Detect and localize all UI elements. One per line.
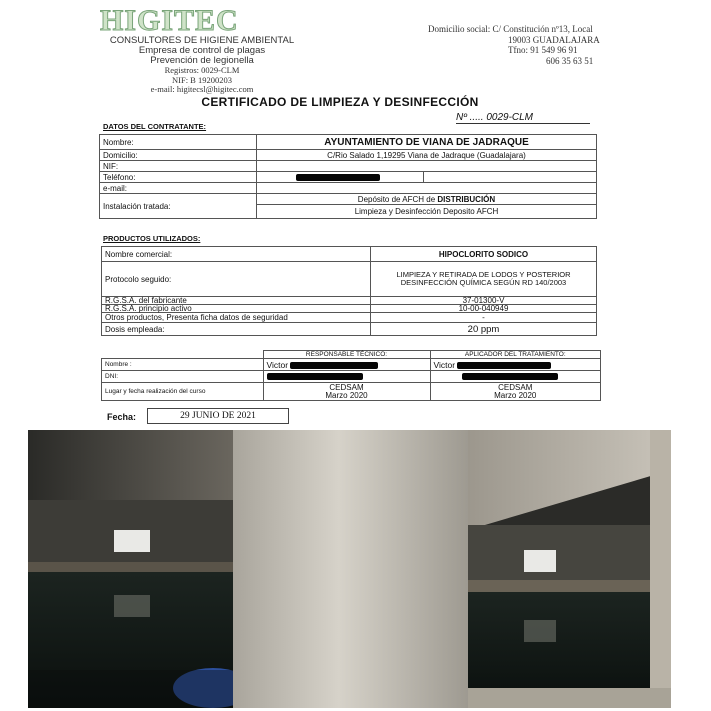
table-row xyxy=(102,383,601,401)
applicator-dni xyxy=(430,371,601,383)
label-nif: NIF: xyxy=(100,161,257,172)
product-value: - xyxy=(371,313,597,323)
products-table xyxy=(101,246,597,336)
tech-name: Victor xyxy=(263,359,430,371)
table-row xyxy=(100,172,597,183)
company-address xyxy=(428,24,600,66)
tech-course: CEDSAM Marzo 2020 xyxy=(263,383,430,401)
installation-line-1: Depósito de AFCH de DISTRIBUCIÓN xyxy=(257,194,597,205)
table-row xyxy=(100,135,597,150)
product-value: 37-01300-V xyxy=(371,297,597,305)
label-dni: DNI: xyxy=(102,371,264,383)
label-telefono: Teléfono: xyxy=(100,172,257,183)
contractor-phone-2 xyxy=(424,172,597,183)
label-course: Lugar y fecha realización del curso xyxy=(102,383,264,401)
table-row xyxy=(102,305,597,313)
certificate-title: CERTIFICADO DE LIMPIEZA Y DESINFECCIÓN xyxy=(201,95,479,109)
redaction-bar xyxy=(462,373,558,380)
staff-table xyxy=(101,350,601,401)
concrete-column xyxy=(233,430,468,708)
redaction-bar xyxy=(457,362,551,369)
redaction-bar xyxy=(290,362,378,369)
table-row xyxy=(102,323,597,336)
product-value: 10-00-040949 xyxy=(371,305,597,313)
contractor-nif xyxy=(257,161,597,172)
window-left xyxy=(114,530,150,552)
logo-wordmark: HIGITEC xyxy=(100,4,239,37)
product-label: Protocolo seguido: xyxy=(102,262,371,297)
contractor-phone xyxy=(257,172,424,183)
certificate-number: Nº ..... 0029-CLM xyxy=(456,112,590,124)
label-nombre: Nombre: xyxy=(100,135,257,150)
table-row xyxy=(102,351,601,359)
product-label: R.G.S.A. principio activo xyxy=(102,305,371,313)
product-label: Dosis empleada: xyxy=(102,323,371,336)
table-row xyxy=(100,150,597,161)
label-email: e-mail: xyxy=(100,183,257,194)
product-label: Nombre comercial: xyxy=(102,247,371,262)
tank-photo xyxy=(28,430,671,708)
window-right xyxy=(524,550,556,572)
table-row xyxy=(102,262,597,297)
table-row xyxy=(102,371,601,383)
address-line-3: Tfno: 91 549 96 91 xyxy=(508,45,578,55)
date-label: Fecha: xyxy=(107,412,137,422)
product-label: Otros productos, Presenta ficha datos de seguridad xyxy=(102,313,371,323)
company-line-1: CONSULTORES DE HIGIENE AMBIENTAL xyxy=(109,35,295,46)
table-row xyxy=(102,359,601,371)
date-value: 29 JUNIO DE 2021 xyxy=(147,408,289,424)
applicator-course: CEDSAM Marzo 2020 xyxy=(430,383,601,401)
product-label: R.G.S.A. del fabricante xyxy=(102,297,371,305)
address-line-2: 19003 GUADALAJARA xyxy=(508,34,600,45)
contractor-section-title: DATOS DEL CONTRATANTE: xyxy=(103,122,207,131)
table-row xyxy=(100,183,597,194)
table-row xyxy=(102,247,597,262)
redaction-bar xyxy=(296,174,380,181)
contractor-email xyxy=(257,183,597,194)
company-info xyxy=(82,36,322,95)
address-line-4: 606 35 63 51 xyxy=(546,55,594,66)
company-line-2: Empresa de control de plagas xyxy=(138,45,266,56)
installation-line-2: Limpieza y Desinfección Deposito AFCH xyxy=(257,205,597,219)
product-value: LIMPIEZA Y RETIRADA DE LODOS Y POSTERIOR DESINFECCIÓN QUÍMICA SEGÚN RD 140/2003 xyxy=(371,262,597,297)
applicator-name: Victor xyxy=(430,359,601,371)
table-row xyxy=(102,313,597,323)
contractor-address: C/Rio Salado 1,19295 Viana de Jadraque (Guadalajara) xyxy=(257,150,597,161)
tech-dni xyxy=(263,371,430,383)
registry-line-1: Registros: 0029-CLM xyxy=(164,65,240,75)
product-value: 20 ppm xyxy=(371,323,597,336)
table-row xyxy=(100,161,597,172)
product-value: HIPOCLORITO SODICO xyxy=(371,247,597,262)
table-row xyxy=(100,194,597,205)
tech-header: RESPONSABLE TÉCNICO: xyxy=(263,351,430,359)
registry-line-3: e-mail: higitecsl@higitec.com xyxy=(150,84,254,94)
company-logo xyxy=(100,6,239,36)
products-section-title: PRODUCTOS UTILIZADOS: xyxy=(103,234,201,243)
company-line-3: Prevención de legionella xyxy=(150,55,254,66)
applicator-header: APLICADOR DEL TRATAMIENTO: xyxy=(430,351,601,359)
label-instalacion: Instalación tratada: xyxy=(100,194,257,219)
label-staff-nombre: Nombre : xyxy=(102,359,264,371)
label-domicilio: Domicilio: xyxy=(100,150,257,161)
redaction-bar xyxy=(267,373,363,380)
tank-interior-image xyxy=(28,430,671,708)
contractor-table xyxy=(99,134,597,219)
address-line-1: Domicilio social: C/ Constitución nº13, Local xyxy=(428,24,593,34)
registry-line-2: NIF: B 19200203 xyxy=(172,74,232,85)
contractor-name: AYUNTAMIENTO DE VIANA DE JADRAQUE xyxy=(257,135,597,150)
